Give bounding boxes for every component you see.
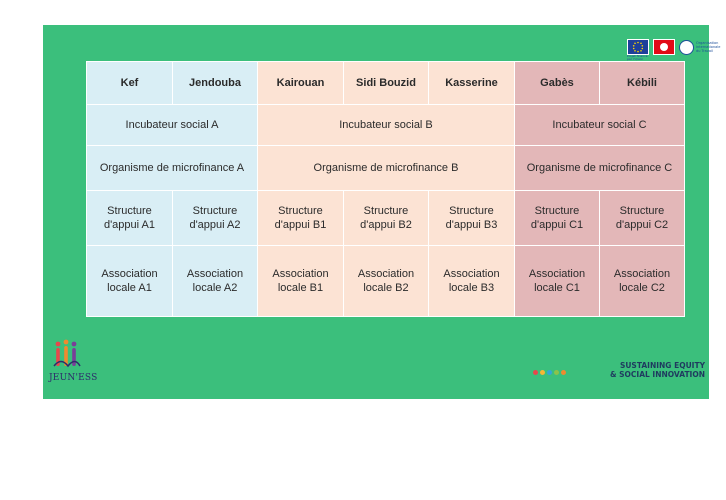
jeunes-wordmark: JEUN'ESS	[49, 373, 98, 383]
sei-line-2: & SOCIAL INNOVATION	[609, 370, 705, 379]
table-cell: Structure d'appui C1	[515, 191, 600, 246]
table-cell: Organisme de microfinance C	[515, 146, 685, 191]
sei-line-1: SUSTAINING EQUITY	[619, 361, 705, 370]
table-cell: Structure d'appui A1	[87, 191, 173, 246]
jeunes-people-icon	[49, 339, 89, 373]
table-row-microfinance	[87, 146, 685, 191]
table-row-incubators	[87, 105, 685, 146]
table-header-row	[87, 62, 685, 105]
header-cell: Kébili	[600, 62, 685, 105]
header-cell: Kef	[87, 62, 173, 105]
header-cell: Gabès	[515, 62, 600, 105]
ilo-text: Organisation internationale du Travail	[696, 41, 721, 53]
tunisia-flag-icon	[653, 39, 675, 55]
header-cell: Kasserine	[429, 62, 515, 105]
table-cell: Structure d'appui B2	[344, 191, 429, 246]
table-cell: Incubateur social C	[515, 105, 685, 146]
table-cell: Association locale B2	[344, 246, 429, 317]
table-cell: Association locale C1	[515, 246, 600, 317]
header-cell: Sidi Bouzid	[344, 62, 429, 105]
header-cell: Kairouan	[258, 62, 344, 105]
table-cell: Structure d'appui A2	[173, 191, 258, 246]
table-cell: Organisme de microfinance A	[87, 146, 258, 191]
table-cell: Incubateur social A	[87, 105, 258, 146]
table-cell: Organisme de microfinance B	[258, 146, 515, 191]
table-row-associations	[87, 246, 685, 317]
table-cell: Association locale A1	[87, 246, 173, 317]
jeunes-logo	[49, 339, 119, 393]
sei-dots-icon	[533, 370, 566, 375]
ilo-logo	[679, 40, 722, 55]
table-cell: Association locale A2	[173, 246, 258, 317]
table-cell: Association locale C2	[600, 246, 685, 317]
header-cell: Jendouba	[173, 62, 258, 105]
table-row-structures	[87, 191, 685, 246]
sei-logo	[533, 361, 705, 379]
table-cell: Structure d'appui B3	[429, 191, 515, 246]
table-cell: Association locale B3	[429, 246, 515, 317]
table-cell: Incubateur social B	[258, 105, 515, 146]
region-structure-table	[86, 61, 685, 317]
table-cell: Structure d'appui C2	[600, 191, 685, 246]
slide	[43, 25, 721, 399]
table-cell: Structure d'appui B1	[258, 191, 344, 246]
eu-flag-icon	[627, 39, 649, 55]
ilo-emblem-icon	[679, 40, 694, 55]
eu-caption: Projet financé par l'Union	[627, 54, 648, 61]
table-cell: Association locale B1	[258, 246, 344, 317]
